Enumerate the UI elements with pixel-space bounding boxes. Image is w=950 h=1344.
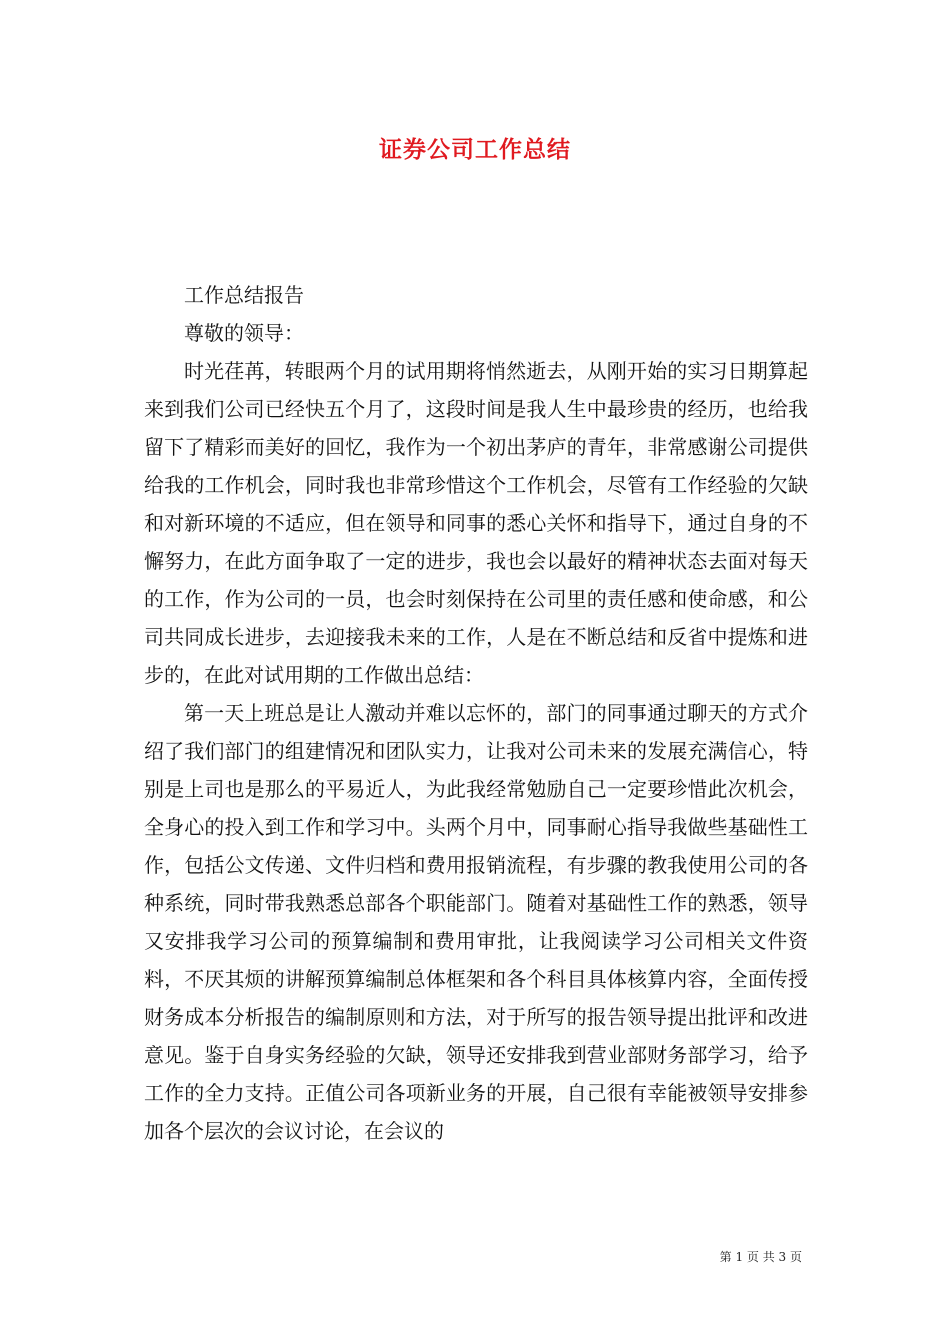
paragraph-first-day: 第一天上班总是让人激动并难以忘怀的，部门的同事通过聊天的方式介绍了我们部门的组建情况和团队实力，让我对公司未来的发展充满信心，特别是上司也是那么的平易近人，为此我经常勉励自己一定要珍惜此次机会，全身心的投入到工作和学习中。头两个月中，同事耐心指导我做些基础性工作，包括公文传递、文件归档和费用报销流程，有步骤的教我使用公司的各种系统，同时带我熟悉总部各个职能部门。随着对基础性工作的熟悉，领导又安排我学习公司的预算编制和费用审批，让我阅读学习公司相关文件资料，不厌其烦的讲解预算编制总体框架和各个科目具体核算内容，全面传授财务成本分析报告的编制原则和方法，对于所写的报告领导提出批评和改进意见。鉴于自身实务经验的欠缺，领导还安排我到营业部财务部学习，给予工作的全力支持。正值公司各项新业务的开展，自己很有幸能被领导安排参加各个层次的会议讨论，在会议的 <box>144 701 808 1143</box>
paragraph-salutation: 尊敬的领导： <box>184 321 304 345</box>
paragraph-heading: 工作总结报告 <box>184 283 304 307</box>
document-body <box>144 276 808 1150</box>
paragraph-intro: 时光荏苒，转眼两个月的试用期将悄然逝去，从刚开始的实习日期算起来到我们公司已经快五个月了，这段时间是我人生中最珍贵的经历，也给我留下了精彩而美好的回忆，我作为一个初出茅庐的青年，非常感谢公司提供给我的工作机会，同时我也非常珍惜这个工作机会，尽管有工作经验的欠缺和对新环境的不适应，但在领导和同事的悉心关怀和指导下，通过自身的不懈努力，在此方面争取了一定的进步，我也会以最好的精神状态去面对每天的工作，作为公司的一员，也会时刻保持在公司里的责任感和使命感，和公司共同成长进步，去迎接我未来的工作，人是在不断总结和反省中提炼和进步的，在此对试用期的工作做出总结： <box>144 359 808 687</box>
page-number: 第 1 页 共 3 页 <box>719 1250 802 1264</box>
document-title: 证券公司工作总结 <box>379 136 571 163</box>
